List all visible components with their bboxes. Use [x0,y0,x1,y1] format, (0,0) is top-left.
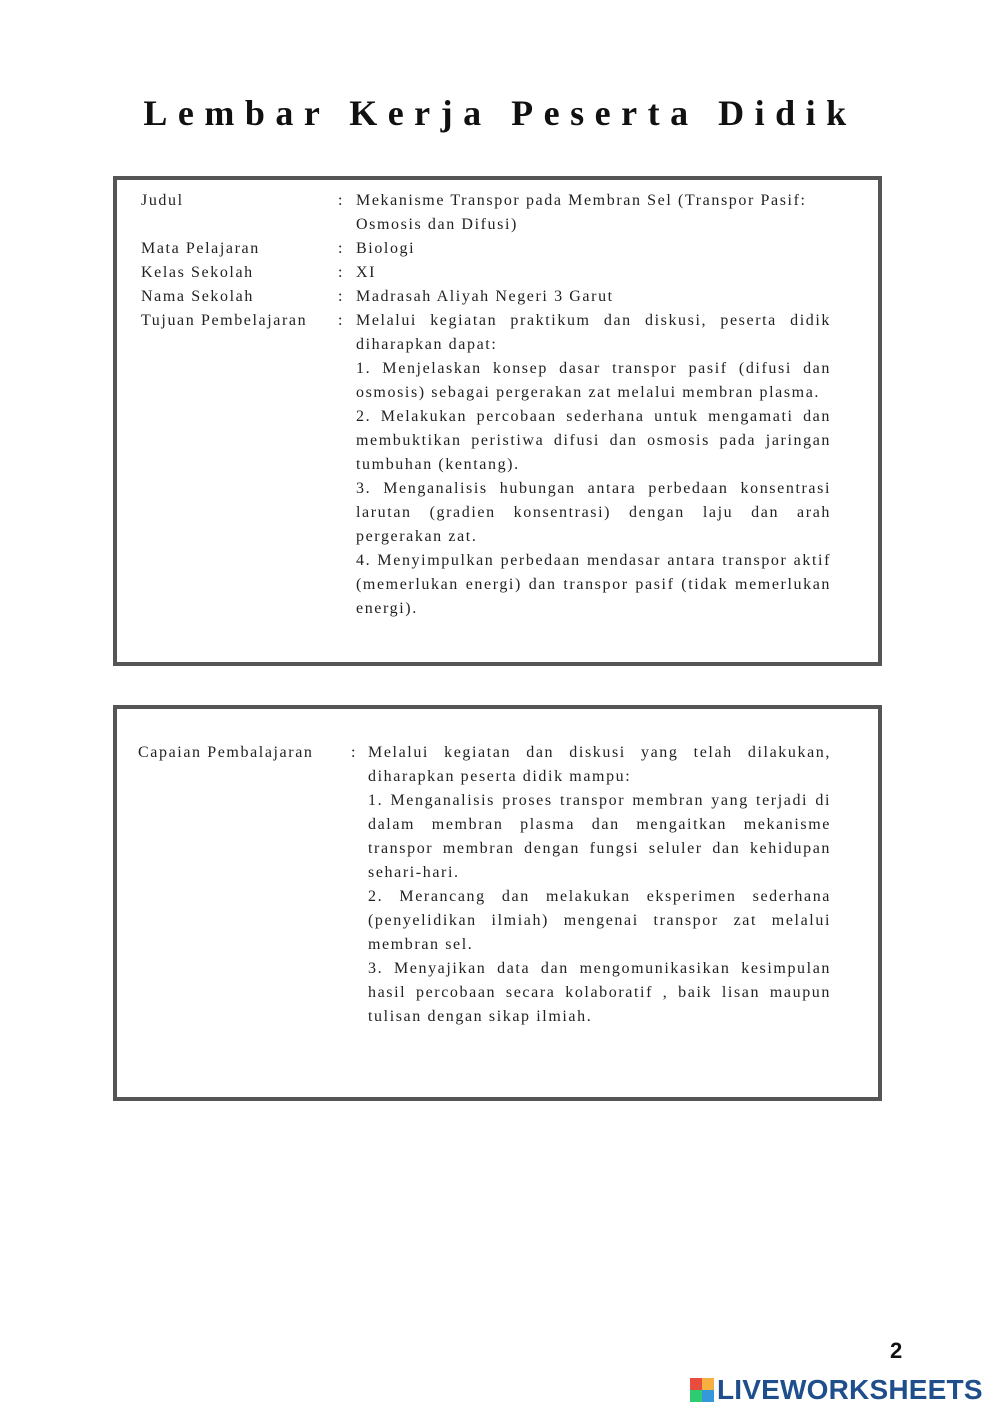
label-nama-sekolah: Nama Sekolah [141,288,254,305]
colon: : [338,240,345,257]
value-text: Biologi [356,240,416,257]
outcome-item: 2. Merancang dan melakukan eksperimen sederhana (penyelidikan ilmiah) mengenai transpor zat melalui membran sel. [368,888,831,953]
brand-footer [690,1374,983,1406]
liveworksheets-logo-icon [690,1378,714,1402]
objective-item: 4. Menyimpulkan perbedaan mendasar antara transpor aktif (memerlukan energi) dan transpor pasif (tidak memerlukan energi). [356,552,831,617]
identity-box [113,176,882,666]
page-title: Lembar Kerja Peserta Didik [143,93,857,133]
label-mata-pelajaran: Mata Pelajaran [141,240,260,257]
colon: : [351,744,358,761]
colon: : [338,288,345,305]
label-capaian-pembalajaran: Capaian Pembalajaran [138,744,314,761]
outcome-item: 1. Menganalisis proses transpor membran yang terjadi di dalam membran plasma dan mengaitkan mekanisme transpor membran dengan fungsi seluler dan kehidupan sehari-hari. [368,792,831,881]
label-tujuan-pembelajaran: Tujuan Pembelajaran [141,312,308,329]
colon: : [338,312,345,329]
value-judul [356,189,831,237]
brand-name: LIVEWORKSHEETS [717,1374,983,1405]
colon: : [338,192,345,209]
value-text: Mekanisme Transpor pada Membran Sel (Transpor Pasif: Osmosis dan Difusi) [356,192,807,233]
label-judul: Judul [141,192,184,209]
value-text: Melalui kegiatan praktikum dan diskusi, peserta didik diharapkan dapat: [356,312,831,353]
value-tujuan-pembelajaran [356,309,831,621]
colon: : [338,264,345,281]
label-kelas-sekolah: Kelas Sekolah [141,264,254,281]
objective-item: 2. Melakukan percobaan sederhana untuk mengamati dan membuktikan peristiwa difusi dan osmosis pada jaringan tumbuhan (kentang). [356,408,831,473]
value-text: XI [356,264,377,281]
value-kelas-sekolah [356,261,831,285]
page-number: 2 [890,1338,903,1363]
outcome-item: 3. Menyajikan data dan mengomunikasikan kesimpulan hasil percobaan secara kolaboratif , baik lisan maupun tulisan dengan sikap ilmiah. [368,960,831,1025]
value-capaian-pembalajaran [368,741,831,1029]
value-nama-sekolah [356,285,831,309]
learning-outcome-box [113,705,882,1101]
objective-item: 3. Menganalisis hubungan antara perbedaan konsentrasi larutan (gradien konsentrasi) dengan laju dan arah pergerakan zat. [356,480,831,545]
value-text: Madrasah Aliyah Negeri 3 Garut [356,288,614,305]
objective-item: 1. Menjelaskan konsep dasar transpor pasif (difusi dan osmosis) sebagai pergerakan zat melalui membran plasma. [356,360,831,401]
value-mata-pelajaran [356,237,831,261]
value-text: Melalui kegiatan dan diskusi yang telah dilakukan, diharapkan peserta didik mampu: [368,744,831,785]
